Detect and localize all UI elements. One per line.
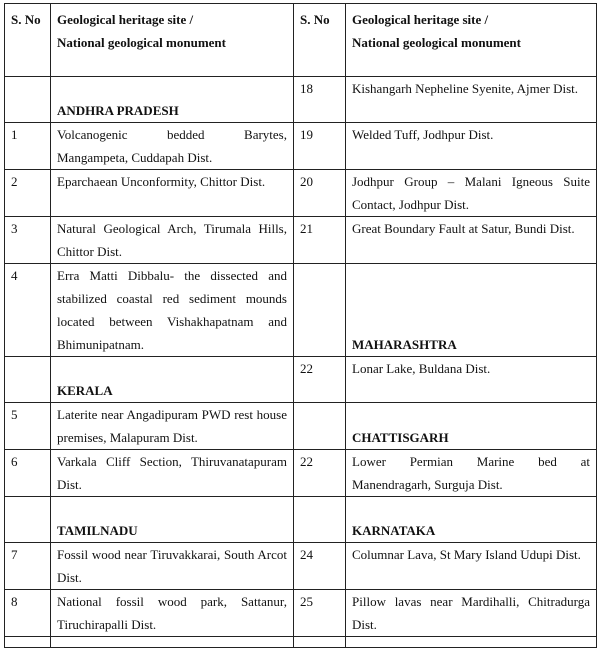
document-page bbox=[4, 3, 597, 648]
right-sno-cell: 20 bbox=[294, 170, 346, 217]
header-site-line2-right: National geological monument bbox=[352, 35, 521, 50]
header-site-line1: Geological heritage site / bbox=[57, 12, 194, 27]
right-site-cell bbox=[346, 637, 597, 648]
table-row bbox=[5, 450, 597, 497]
right-sno-cell: 22 bbox=[294, 450, 346, 497]
left-sno-cell bbox=[5, 77, 51, 123]
right-site-cell: Lower Permian Marine bed at Manendragarh, Surguja Dist. bbox=[346, 450, 597, 497]
right-sno-cell bbox=[294, 497, 346, 543]
right-site-cell: Great Boundary Fault at Satur, Bundi Dist. bbox=[346, 217, 597, 264]
header-site-left bbox=[51, 4, 294, 77]
table-row bbox=[5, 264, 597, 357]
left-site-cell bbox=[51, 637, 294, 648]
header-sno-left: S. No bbox=[5, 4, 51, 77]
left-site-cell: Volcanogenic bedded Barytes, Mangampeta, Cuddapah Dist. bbox=[51, 123, 294, 170]
left-site-cell: National fossil wood park, Sattanur, Tiruchirapalli Dist. bbox=[51, 590, 294, 637]
right-site-cell: Pillow lavas near Mardihalli, Chitradurga Dist. bbox=[346, 590, 597, 637]
right-sno-cell bbox=[294, 403, 346, 450]
right-site-cell: Lonar Lake, Buldana Dist. bbox=[346, 357, 597, 403]
left-sno-cell: 8 bbox=[5, 590, 51, 637]
left-sno-cell: 5 bbox=[5, 403, 51, 450]
left-sno-cell bbox=[5, 357, 51, 403]
right-site-cell: Jodhpur Group – Malani Igneous Suite Contact, Jodhpur Dist. bbox=[346, 170, 597, 217]
left-site-cell: Fossil wood near Tiruvakkarai, South Arcot Dist. bbox=[51, 543, 294, 590]
header-site-line2: National geological monument bbox=[57, 35, 226, 50]
left-site-cell: Eparchaean Unconformity, Chittor Dist. bbox=[51, 170, 294, 217]
left-sno-cell bbox=[5, 497, 51, 543]
right-sno-cell: 21 bbox=[294, 217, 346, 264]
table-header-row bbox=[5, 4, 597, 77]
left-sno-cell: 3 bbox=[5, 217, 51, 264]
right-site-cell: Kishangarh Nepheline Syenite, Ajmer Dist. bbox=[346, 77, 597, 123]
table-row bbox=[5, 217, 597, 264]
right-site-cell: Columnar Lava, St Mary Island Udupi Dist. bbox=[346, 543, 597, 590]
left-sno-cell: 1 bbox=[5, 123, 51, 170]
left-sno-cell: 4 bbox=[5, 264, 51, 357]
left-sno-cell: 6 bbox=[5, 450, 51, 497]
header-site-line1-right: Geological heritage site / bbox=[352, 12, 489, 27]
table-row bbox=[5, 357, 597, 403]
right-state-heading: CHATTISGARH bbox=[346, 403, 597, 450]
right-sno-cell: 19 bbox=[294, 123, 346, 170]
right-sno-cell: 24 bbox=[294, 543, 346, 590]
table-row bbox=[5, 170, 597, 217]
right-sno-cell bbox=[294, 637, 346, 648]
left-site-cell: Varkala Cliff Section, Thiruvanatapuram Dist. bbox=[51, 450, 294, 497]
right-state-heading: KARNATAKA bbox=[346, 497, 597, 543]
left-sno-cell: 2 bbox=[5, 170, 51, 217]
right-site-cell: Welded Tuff, Jodhpur Dist. bbox=[346, 123, 597, 170]
right-sno-cell: 18 bbox=[294, 77, 346, 123]
right-sno-cell bbox=[294, 264, 346, 357]
right-state-heading: MAHARASHTRA bbox=[346, 264, 597, 357]
left-site-cell: Laterite near Angadipuram PWD rest house premises, Malapuram Dist. bbox=[51, 403, 294, 450]
geological-heritage-table bbox=[4, 3, 597, 648]
table-row bbox=[5, 123, 597, 170]
table-row bbox=[5, 497, 597, 543]
left-sno-cell bbox=[5, 637, 51, 648]
table-row bbox=[5, 543, 597, 590]
table-row bbox=[5, 77, 597, 123]
right-sno-cell: 22 bbox=[294, 357, 346, 403]
header-sno-right: S. No bbox=[294, 4, 346, 77]
left-state-heading: KERALA bbox=[51, 357, 294, 403]
left-site-cell: Erra Matti Dibbalu- the dissected and stabilized coastal red sediment mounds located between Vishakhapatnam and Bhimunipatnam. bbox=[51, 264, 294, 357]
table-row bbox=[5, 403, 597, 450]
table-row bbox=[5, 637, 597, 648]
right-sno-cell: 25 bbox=[294, 590, 346, 637]
table-row bbox=[5, 590, 597, 637]
header-site-right bbox=[346, 4, 597, 77]
left-state-heading: TAMILNADU bbox=[51, 497, 294, 543]
left-state-heading: ANDHRA PRADESH bbox=[51, 77, 294, 123]
left-sno-cell: 7 bbox=[5, 543, 51, 590]
left-site-cell: Natural Geological Arch, Tirumala Hills, Chittor Dist. bbox=[51, 217, 294, 264]
